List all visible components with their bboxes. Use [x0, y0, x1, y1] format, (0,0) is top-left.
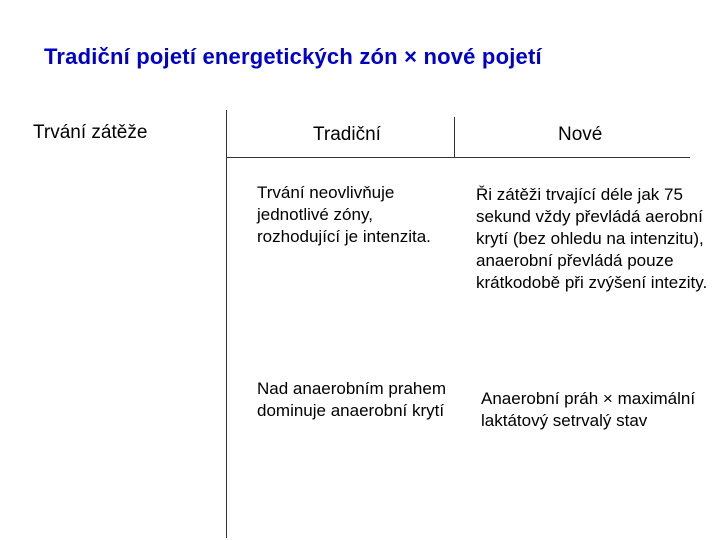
slide-title: Tradiční pojetí energetických zón × nové pojetí	[44, 44, 542, 69]
cell-traditional-duration: Trvání neovlivňuje jednotlivé zóny, rozhodující je intenzita.	[257, 183, 431, 246]
cell-new-threshold: Anaerobní práh × maximální laktátový setrvalý stav	[481, 389, 696, 430]
vertical-divider-left	[226, 110, 227, 538]
column-header-new: Nové	[558, 124, 603, 145]
cell-traditional-threshold: Nad anaerobním prahem dominuje anaerobní krytí	[257, 379, 447, 420]
header-underline	[226, 157, 690, 158]
cell-new-duration: Ři zátěži trvající déle jak 75 sekund vždy převládá aerobní krytí (bez ohledu na intenzitu), anaerobní převládá pouze krátkodobě při zvýšení intezity.	[476, 185, 708, 292]
vertical-divider-middle	[454, 117, 455, 157]
row-header-duration: Trvání zátěže	[33, 122, 148, 143]
column-header-traditional: Tradiční	[313, 124, 381, 145]
